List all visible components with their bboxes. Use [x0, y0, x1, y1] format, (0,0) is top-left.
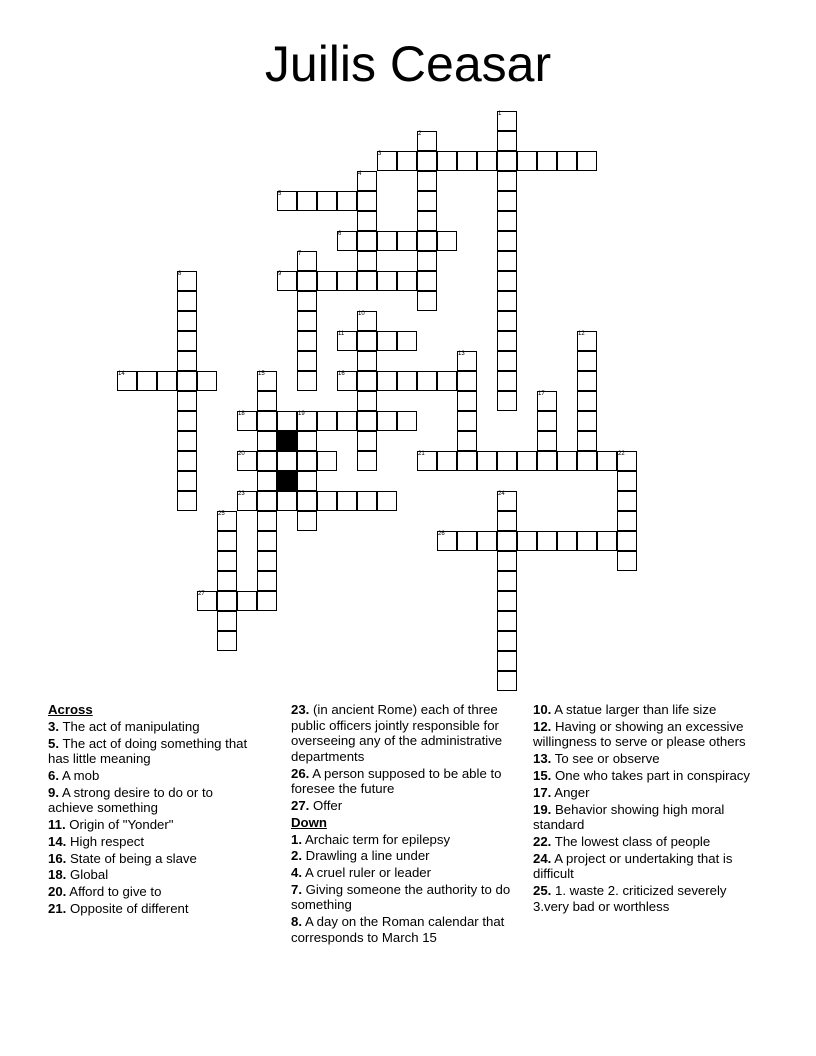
- answer-cell[interactable]: [357, 251, 377, 271]
- answer-cell[interactable]: [317, 271, 337, 291]
- cell-number: 8: [178, 271, 182, 277]
- answer-cell[interactable]: [417, 191, 437, 211]
- cell-number: 11: [338, 331, 345, 337]
- cell-number: 2: [418, 131, 422, 137]
- cell-number: 9: [278, 271, 282, 277]
- answer-cell[interactable]: [477, 531, 497, 551]
- clue-down-17: 17. Anger: [533, 784, 590, 800]
- answer-cell[interactable]: [257, 551, 277, 571]
- cell-number: 18: [238, 411, 245, 417]
- answer-cell[interactable]: [297, 371, 317, 391]
- answer-cell[interactable]: [297, 491, 317, 511]
- answer-cell[interactable]: [357, 211, 377, 231]
- answer-cell[interactable]: [477, 151, 497, 171]
- cell-number: 6: [338, 231, 342, 237]
- answer-cell[interactable]: [457, 451, 477, 471]
- answer-cell[interactable]: [297, 431, 317, 451]
- answer-cell[interactable]: [257, 411, 277, 431]
- answer-cell[interactable]: [577, 531, 597, 551]
- clue-down-22: 22. The lowest class of people: [533, 833, 711, 849]
- clue-down-10: 10. A statue larger than life size: [533, 702, 717, 717]
- cell-number: 15: [258, 371, 265, 377]
- answer-cell[interactable]: [497, 131, 517, 151]
- cell-number: 3: [378, 151, 382, 157]
- answer-cell[interactable]: [297, 291, 317, 311]
- answer-cell[interactable]: [497, 551, 517, 571]
- answer-cell[interactable]: [537, 151, 557, 171]
- answer-cell[interactable]: [217, 551, 237, 571]
- answer-cell[interactable]: [177, 471, 197, 491]
- answer-cell[interactable]: [577, 351, 597, 371]
- answer-cell[interactable]: [137, 371, 157, 391]
- answer-cell[interactable]: [497, 671, 517, 691]
- answer-cell[interactable]: [277, 411, 297, 431]
- clue-down-24: 24. A project or undertaking that is difficult: [533, 850, 733, 882]
- answer-cell[interactable]: [397, 411, 417, 431]
- answer-cell[interactable]: [257, 531, 277, 551]
- answer-cell[interactable]: [257, 451, 277, 471]
- answer-cell[interactable]: [537, 451, 557, 471]
- answer-cell[interactable]: [457, 371, 477, 391]
- answer-cell[interactable]: [317, 411, 337, 431]
- answer-cell[interactable]: [257, 511, 277, 531]
- clue-across-21: 21. Opposite of different: [48, 901, 189, 916]
- answer-cell[interactable]: [297, 351, 317, 371]
- answer-cell[interactable]: [417, 211, 437, 231]
- answer-cell[interactable]: [457, 151, 477, 171]
- answer-cell[interactable]: [417, 251, 437, 271]
- answer-cell[interactable]: [497, 191, 517, 211]
- answer-cell[interactable]: [417, 271, 437, 291]
- answer-cell[interactable]: [177, 391, 197, 411]
- cell-number: 13: [458, 351, 465, 357]
- answer-cell[interactable]: [377, 411, 397, 431]
- cell-number: 19: [298, 411, 305, 417]
- answer-cell[interactable]: [257, 571, 277, 591]
- answer-cell[interactable]: [217, 631, 237, 651]
- clue-down-1: 1. Archaic term for epilepsy: [291, 831, 451, 847]
- clue-across-14: 14. High respect: [48, 833, 145, 849]
- answer-cell[interactable]: [477, 451, 497, 471]
- answer-cell[interactable]: [357, 231, 377, 251]
- answer-cell[interactable]: [297, 271, 317, 291]
- answer-cell[interactable]: [177, 491, 197, 511]
- cell-number: 12: [578, 331, 585, 337]
- answer-cell[interactable]: [617, 531, 637, 551]
- answer-cell[interactable]: [497, 331, 517, 351]
- answer-cell[interactable]: [577, 371, 597, 391]
- answer-cell[interactable]: [217, 611, 237, 631]
- answer-cell[interactable]: [217, 531, 237, 551]
- cell-number: 14: [118, 371, 125, 377]
- answer-cell[interactable]: [497, 371, 517, 391]
- answer-cell[interactable]: [177, 451, 197, 471]
- answer-cell[interactable]: [497, 511, 517, 531]
- answer-cell[interactable]: [557, 151, 577, 171]
- clue-across-26: 26. A person supposed to be able to foresee the future: [291, 765, 502, 797]
- answer-cell[interactable]: [317, 451, 337, 471]
- answer-cell[interactable]: [297, 511, 317, 531]
- answer-cell[interactable]: [197, 371, 217, 391]
- answer-cell[interactable]: [577, 451, 597, 471]
- cell-number: 4: [358, 171, 362, 177]
- answer-cell[interactable]: [497, 251, 517, 271]
- answer-cell[interactable]: [397, 371, 417, 391]
- answer-cell[interactable]: [277, 491, 297, 511]
- answer-cell[interactable]: [457, 431, 477, 451]
- answer-cell[interactable]: [337, 271, 357, 291]
- cell-number: 25: [218, 511, 225, 517]
- clues-column-1: [48, 702, 253, 918]
- answer-cell[interactable]: [357, 391, 377, 411]
- clue-across-23: 23. (in ancient Rome) each of three public officers jointly responsible for overseeing any of the administrative departments: [291, 702, 503, 764]
- answer-cell[interactable]: [497, 451, 517, 471]
- answer-cell[interactable]: [497, 531, 517, 551]
- answer-cell[interactable]: [377, 371, 397, 391]
- answer-cell[interactable]: [177, 431, 197, 451]
- answer-cell[interactable]: [277, 451, 297, 471]
- answer-cell[interactable]: [537, 531, 557, 551]
- cell-number: 21: [418, 451, 425, 457]
- answer-cell[interactable]: [357, 371, 377, 391]
- clue-down-7: 7. Giving someone the authority to do something: [291, 881, 511, 913]
- clue-across-3: 3. The act of manipulating: [48, 718, 200, 734]
- cell-number: 27: [198, 591, 205, 597]
- answer-cell[interactable]: [417, 151, 437, 171]
- answer-cell[interactable]: [377, 231, 397, 251]
- answer-cell[interactable]: [537, 431, 557, 451]
- clue-down-8: 8. A day on the Roman calendar that corresponds to March 15: [291, 914, 505, 945]
- clue-across-5: 5. The act of doing something that has little meaning: [48, 735, 248, 767]
- answer-cell[interactable]: [177, 351, 197, 371]
- cell-number: 7: [298, 251, 302, 257]
- answer-cell[interactable]: [497, 351, 517, 371]
- answer-cell[interactable]: [597, 531, 617, 551]
- black-square: [277, 431, 297, 451]
- answer-cell[interactable]: [497, 211, 517, 231]
- answer-cell[interactable]: [237, 591, 257, 611]
- clues-column-2: [291, 702, 519, 947]
- clue-across-9: 9. A strong desire to do or to achieve something: [48, 784, 213, 816]
- answer-cell[interactable]: [177, 411, 197, 431]
- cell-number: 17: [538, 391, 545, 397]
- answer-cell[interactable]: [497, 391, 517, 411]
- answer-cell[interactable]: [497, 271, 517, 291]
- answer-cell[interactable]: [437, 371, 457, 391]
- answer-cell[interactable]: [297, 331, 317, 351]
- answer-cell[interactable]: [577, 391, 597, 411]
- answer-cell[interactable]: [617, 491, 637, 511]
- answer-cell[interactable]: [177, 291, 197, 311]
- answer-cell[interactable]: [617, 551, 637, 571]
- answer-cell[interactable]: [577, 411, 597, 431]
- answer-cell[interactable]: [497, 151, 517, 171]
- answer-cell[interactable]: [537, 411, 557, 431]
- answer-cell[interactable]: [297, 191, 317, 211]
- answer-cell[interactable]: [177, 371, 197, 391]
- answer-cell[interactable]: [337, 191, 357, 211]
- answer-cell[interactable]: [497, 311, 517, 331]
- answer-cell[interactable]: [457, 531, 477, 551]
- clue-down-25: 25. 1. waste 2. criticized severely 3.very bad or worthless: [533, 883, 727, 914]
- answer-cell[interactable]: [457, 391, 477, 411]
- clue-across-6: 6. A mob: [48, 767, 100, 783]
- answer-cell[interactable]: [257, 471, 277, 491]
- answer-cell[interactable]: [437, 231, 457, 251]
- answer-cell[interactable]: [317, 491, 337, 511]
- answer-cell[interactable]: [337, 491, 357, 511]
- answer-cell[interactable]: [297, 471, 317, 491]
- answer-cell[interactable]: [517, 151, 537, 171]
- answer-cell[interactable]: [397, 231, 417, 251]
- answer-cell[interactable]: [377, 331, 397, 351]
- answer-cell[interactable]: [497, 591, 517, 611]
- cell-number: 1: [498, 111, 502, 117]
- answer-cell[interactable]: [337, 411, 357, 431]
- answer-cell[interactable]: [397, 151, 417, 171]
- answer-cell[interactable]: [497, 571, 517, 591]
- answer-cell[interactable]: [317, 191, 337, 211]
- answer-cell[interactable]: [517, 451, 537, 471]
- answer-cell[interactable]: [357, 491, 377, 511]
- cell-number: 22: [618, 451, 625, 457]
- answer-cell[interactable]: [497, 291, 517, 311]
- answer-cell[interactable]: [517, 531, 537, 551]
- clue-across-27: 27. Offer: [291, 797, 343, 813]
- answer-cell[interactable]: [417, 371, 437, 391]
- clue-across-11: 11. Origin of "Yonder": [48, 817, 174, 833]
- answer-cell[interactable]: [557, 451, 577, 471]
- cell-number: 5: [278, 191, 282, 197]
- clues-column-3: [533, 702, 761, 915]
- answer-cell[interactable]: [617, 471, 637, 491]
- puzzle-title: Juilis Ceasar: [264, 36, 552, 92]
- answer-cell[interactable]: [617, 511, 637, 531]
- answer-cell[interactable]: [357, 411, 377, 431]
- across-heading: Across: [48, 702, 93, 717]
- answer-cell[interactable]: [437, 151, 457, 171]
- cell-number: 26: [438, 531, 445, 537]
- answer-cell[interactable]: [257, 431, 277, 451]
- clue-across-18: 18. Global: [48, 867, 109, 883]
- answer-cell[interactable]: [357, 451, 377, 471]
- answer-cell[interactable]: [257, 591, 277, 611]
- cell-number: 16: [338, 371, 345, 377]
- answer-cell[interactable]: [417, 291, 437, 311]
- answer-cell[interactable]: [377, 491, 397, 511]
- answer-cell[interactable]: [497, 171, 517, 191]
- answer-cell[interactable]: [417, 231, 437, 251]
- answer-cell[interactable]: [177, 331, 197, 351]
- answer-cell[interactable]: [257, 491, 277, 511]
- answer-cell[interactable]: [597, 451, 617, 471]
- answer-cell[interactable]: [577, 151, 597, 171]
- answer-cell[interactable]: [357, 331, 377, 351]
- answer-cell[interactable]: [437, 451, 457, 471]
- answer-cell[interactable]: [297, 311, 317, 331]
- answer-cell[interactable]: [157, 371, 177, 391]
- answer-cell[interactable]: [397, 331, 417, 351]
- cell-number: 20: [238, 451, 245, 457]
- clue-down-15: 15. One who takes part in conspiracy: [533, 767, 750, 783]
- answer-cell[interactable]: [457, 411, 477, 431]
- answer-cell[interactable]: [217, 571, 237, 591]
- clue-across-20: 20. Afford to give to: [48, 884, 162, 900]
- answer-cell[interactable]: [417, 171, 437, 191]
- clue-across-16: 16. State of being a slave: [48, 850, 197, 866]
- clue-down-13: 13. To see or observe: [533, 751, 660, 767]
- clue-down-19: 19. Behavior showing high moral standard: [533, 801, 725, 833]
- black-square: [277, 471, 297, 491]
- down-heading: Down: [291, 814, 327, 830]
- answer-cell[interactable]: [577, 431, 597, 451]
- clue-down-2: 2. Drawling a line under: [291, 848, 430, 864]
- answer-cell[interactable]: [357, 191, 377, 211]
- answer-cell[interactable]: [497, 631, 517, 651]
- answer-cell[interactable]: [257, 391, 277, 411]
- answer-cell[interactable]: [497, 611, 517, 631]
- clue-down-4: 4. A cruel ruler or leader: [291, 865, 432, 881]
- cell-number: 10: [358, 311, 365, 317]
- clue-down-12: 12. Having or showing an excessive willingness to serve or please others: [533, 718, 746, 750]
- answer-cell[interactable]: [497, 231, 517, 251]
- answer-cell[interactable]: [177, 311, 197, 331]
- cell-number: 23: [238, 491, 245, 497]
- answer-cell[interactable]: [357, 271, 377, 291]
- answer-cell[interactable]: [297, 451, 317, 471]
- answer-cell[interactable]: [397, 271, 417, 291]
- answer-cell[interactable]: [217, 591, 237, 611]
- answer-cell[interactable]: [377, 271, 397, 291]
- cell-number: 24: [498, 491, 505, 497]
- answer-cell[interactable]: [497, 651, 517, 671]
- answer-cell[interactable]: [557, 531, 577, 551]
- answer-cell[interactable]: [357, 431, 377, 451]
- answer-cell[interactable]: [357, 351, 377, 371]
